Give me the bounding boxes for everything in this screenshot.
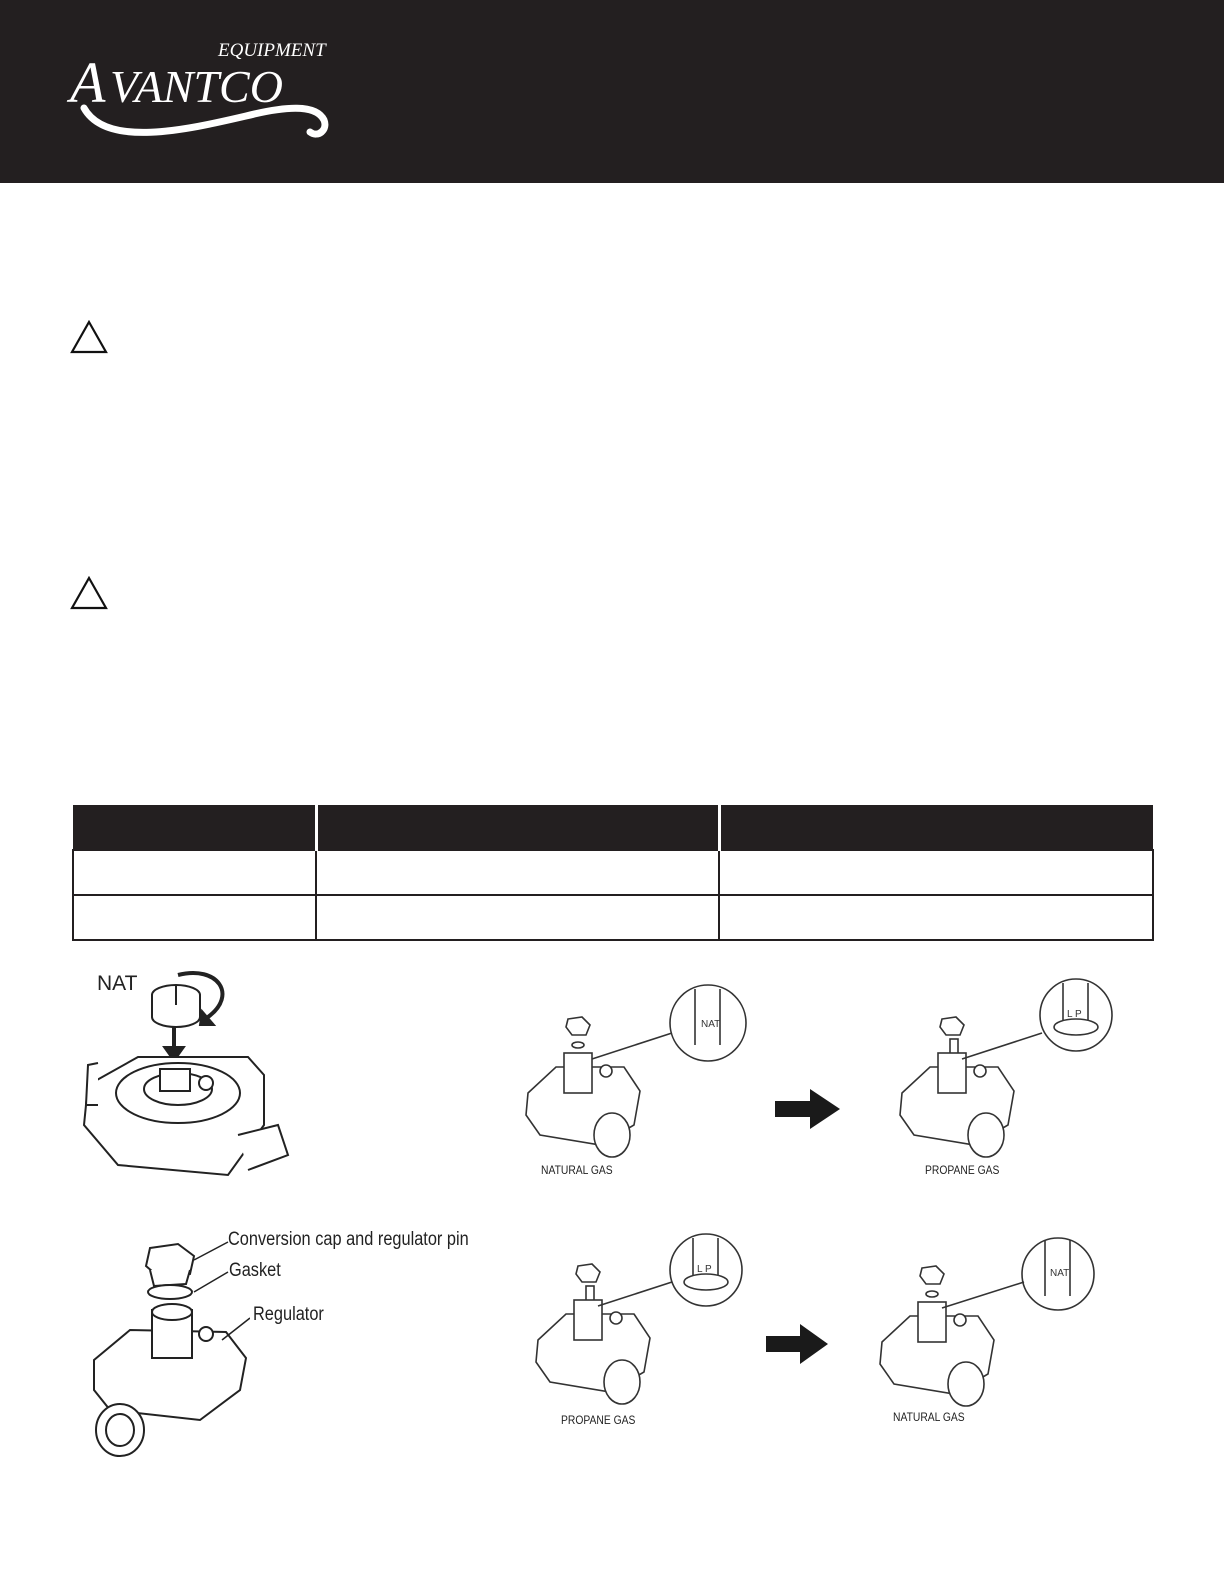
nat-regulator-illustration	[78, 965, 298, 1195]
nat-label: NAT	[97, 972, 138, 995]
nat-tag-left: NAT	[701, 1019, 721, 1030]
regulator-label: Regulator	[253, 1304, 324, 1325]
natural-to-propane-illustration	[520, 975, 1120, 1185]
gasket-label: Gasket	[229, 1260, 281, 1281]
warning-triangle-icon	[70, 576, 108, 610]
table-cell	[316, 850, 719, 895]
table-header-cell	[719, 805, 1153, 850]
table-cell	[73, 895, 316, 940]
gas-conversion-table	[72, 805, 1154, 941]
table-row	[73, 850, 1153, 895]
header-bar	[0, 0, 1224, 183]
svg-text:A: A	[70, 50, 106, 115]
nat-tag-right: NAT	[1050, 1268, 1070, 1279]
natural-gas-label: NATURAL GAS	[541, 1163, 613, 1177]
table-cell	[316, 895, 719, 940]
svg-text:VANTCO: VANTCO	[110, 61, 283, 112]
propane-to-natural-illustration	[530, 1230, 1110, 1430]
table-row	[73, 895, 1153, 940]
avantco-logo	[66, 38, 346, 148]
natural-gas-label-2: NATURAL GAS	[893, 1410, 965, 1424]
table-header-row	[73, 805, 1153, 850]
table-header-cell	[73, 805, 316, 850]
lp-tag-right: L P	[1067, 1009, 1082, 1020]
svg-text:EQUIPMENT: EQUIPMENT	[218, 40, 326, 61]
table-cell	[73, 850, 316, 895]
propane-gas-label: PROPANE GAS	[925, 1163, 1000, 1177]
lp-tag-left: L P	[697, 1264, 712, 1275]
warning-triangle-icon	[70, 320, 108, 354]
conversion-cap-label: Conversion cap and regulator pin	[228, 1229, 469, 1250]
table-cell	[719, 850, 1153, 895]
table-cell	[719, 895, 1153, 940]
arrow-right-icon	[766, 1324, 828, 1364]
propane-gas-label-2: PROPANE GAS	[561, 1413, 636, 1427]
regulator-exploded-illustration	[90, 1240, 250, 1460]
arrow-right-icon	[775, 1089, 840, 1129]
table-header-cell	[316, 805, 719, 850]
